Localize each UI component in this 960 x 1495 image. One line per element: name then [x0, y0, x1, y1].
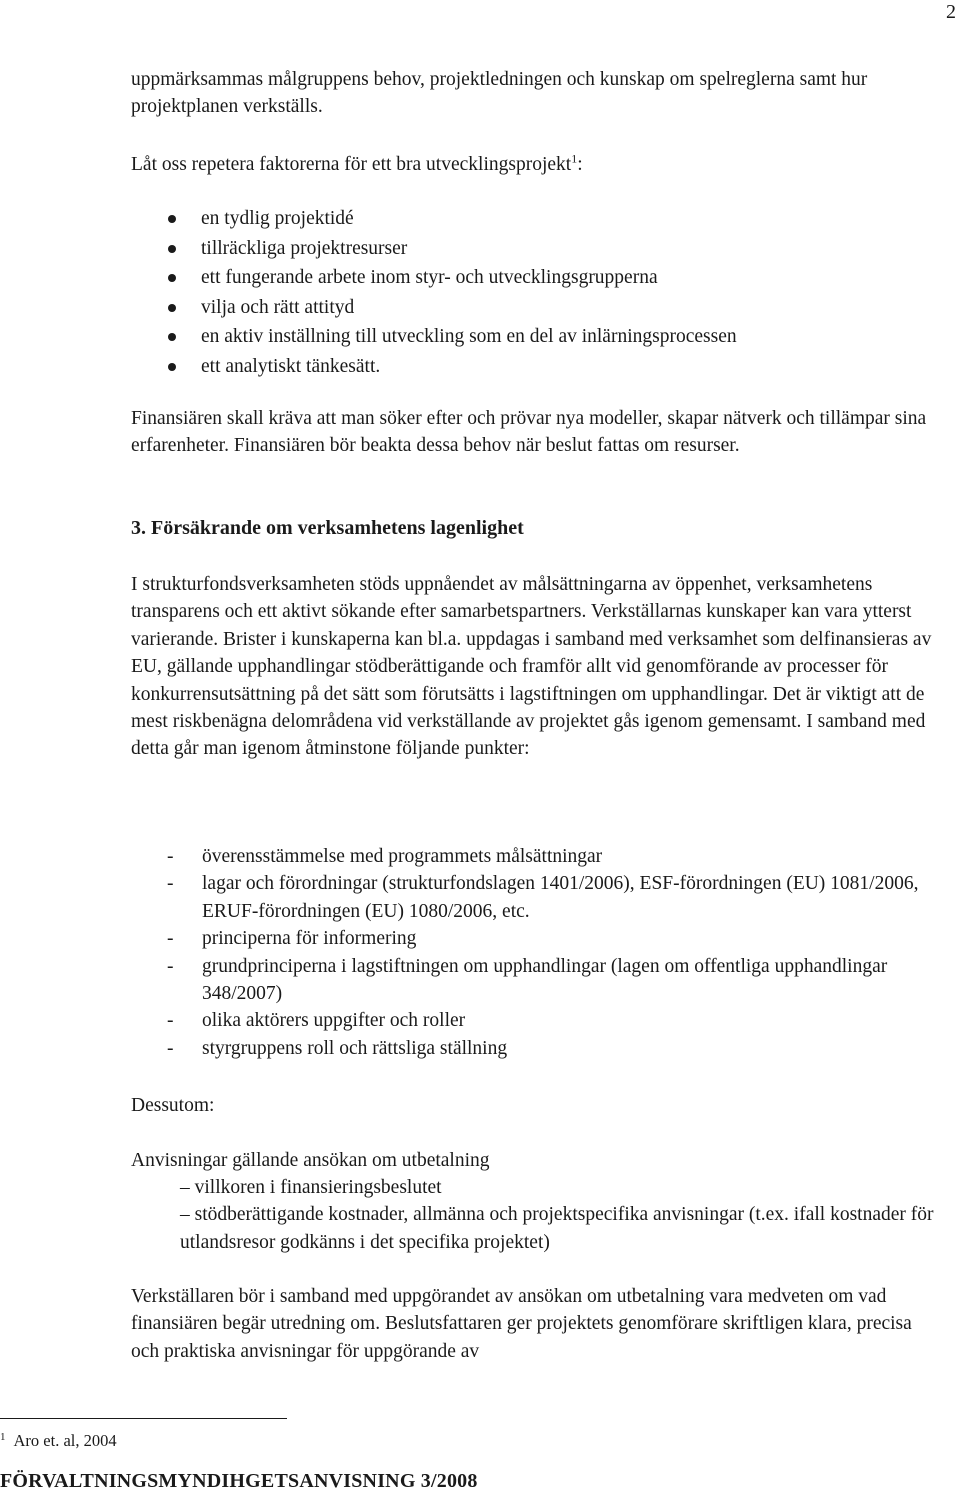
list-item [131, 234, 737, 264]
instructions-lead: Anvisningar gällande ansökan om utbetalning [131, 1150, 490, 1171]
list-item-text: olika aktörers uppgifter och roller [202, 1010, 466, 1032]
footnote [0, 1429, 117, 1453]
repeat-lead-text: Låt oss repetera faktorerna för ett bra utvecklingsprojekt [131, 154, 572, 175]
list-item-text: styrgruppens roll och rättsliga ställning [202, 1037, 508, 1059]
bullet-icon [168, 304, 176, 312]
bullet-icon [168, 363, 176, 371]
list-item [131, 870, 931, 925]
list-item-text: ett fungerande arbete inom styr- och utvecklingsgrupperna [201, 267, 658, 289]
list-item-text: tillräckliga projektresurser [201, 237, 408, 259]
footer-title: FÖRVALTNINGSMYNDIHGETSANVISNING 3/2008 [0, 1470, 478, 1492]
footnote-reference: 1 [571, 151, 578, 166]
intro-paragraph: uppmärksammas målgruppens behov, projektledningen och kunskap om spelreglerna samt hur projektplanen verkställs. [131, 69, 868, 118]
dash-marker: - [167, 955, 174, 977]
list-item: – stödberättigande kostnader, allmänna och projektspecifika anvisningar (t.ex. ifall kostnader för utlandsresor godkänns i det specifika projektet) [180, 1204, 934, 1253]
list-item [131, 352, 737, 382]
list-item [131, 1035, 931, 1062]
list-item-text: lagar och förordningar (strukturfondslagen 1401/2006), ESF-förordningen (EU) 1081/2006, ERUF-förordningen (EU) 1080/2006, etc. [202, 873, 919, 922]
repeat-paragraph [131, 151, 946, 178]
list-item-text: vilja och rätt attityd [201, 296, 355, 318]
section-heading: 3. Försäkrande om verksamhetens lagenlighet [131, 517, 524, 539]
dash-marker: - [167, 928, 174, 950]
list-item [131, 322, 737, 352]
financier-paragraph: Finansiären skall kräva att man söker efter och prövar nya modeller, skapar nätverk och tillämpar sina erfarenheter. Finansiären bör beakta dessa behov när beslut fattas om resurser. [131, 408, 927, 457]
bullet-icon [168, 245, 176, 253]
list-item-text: en tydlig projektidé [201, 208, 354, 229]
dash-marker: - [167, 1037, 174, 1059]
bullet-icon [168, 274, 176, 282]
dash-marker: - [167, 1010, 174, 1032]
footnote-text: Aro et. al, 2004 [13, 1431, 117, 1450]
list-item-text: grundprinciperna i lagstiftningen om upphandlingar (lagen om offentliga upphandlingar 348/2007) [202, 955, 888, 1005]
list-item [131, 1007, 931, 1034]
list-item-text: ett analytiskt tänkesätt. [201, 355, 381, 377]
list-item-text: en aktiv inställning till utveckling som en del av inlärningsprocessen [201, 326, 737, 348]
bullet-icon [168, 215, 176, 223]
list-item-text: överensstämmelse med programmets målsättningar [202, 846, 603, 867]
structural-paragraph: I strukturfondsverksamheten stöds uppnåendet av målsättningarna av öppenhet, verksamhetens transparens och ett aktivt sökande efter samarbetspartners. Verkställarnas kunskaper kan vara ytterst varierande. Brister i kunskaperna kan bl.a. uppdagas i samband med verksamhet som delfinansieras av EU, gällande upphandlingar stödberättigande och framför allt vid genomförande av processer för konkurrensutsättning på det sätt som förutsätts i lagstiftningen om upphandlingar. Det är viktigt att de mest riskbenägna delområdena vid verkställande av projektet gås igenom gemensamt. I samband med detta går man igenom åtminstone följande punkter: [131, 574, 932, 760]
list-item [131, 293, 737, 323]
list-item [131, 263, 737, 293]
closing-paragraph: Verkställaren bör i samband med uppgörandet av ansökan om utbetalning vara medveten om vad finansiären begär utredning om. Beslutsfattaren ger projektets genomförare skriftligen klara, precisa och praktiska anvisningar för uppgörande av [131, 1286, 912, 1362]
factor-list [131, 204, 737, 382]
dessutom-label: Dessutom: [131, 1095, 215, 1116]
list-item-text: principerna för informering [202, 928, 417, 950]
list-item [131, 953, 931, 1008]
list-item [131, 204, 737, 234]
instructions-list [180, 1174, 940, 1256]
bullet-icon [168, 333, 176, 341]
page-number: 2 [946, 1, 956, 23]
list-item: – villkoren i finansieringsbeslutet [180, 1177, 442, 1198]
footnote-divider [0, 1418, 287, 1419]
list-item [131, 843, 931, 870]
dash-marker: - [167, 873, 174, 895]
list-item [131, 925, 931, 952]
points-list [131, 843, 931, 1062]
repeat-colon: : [577, 154, 583, 175]
footnote-mark: 1 [0, 1430, 6, 1443]
dash-marker: - [167, 846, 174, 867]
